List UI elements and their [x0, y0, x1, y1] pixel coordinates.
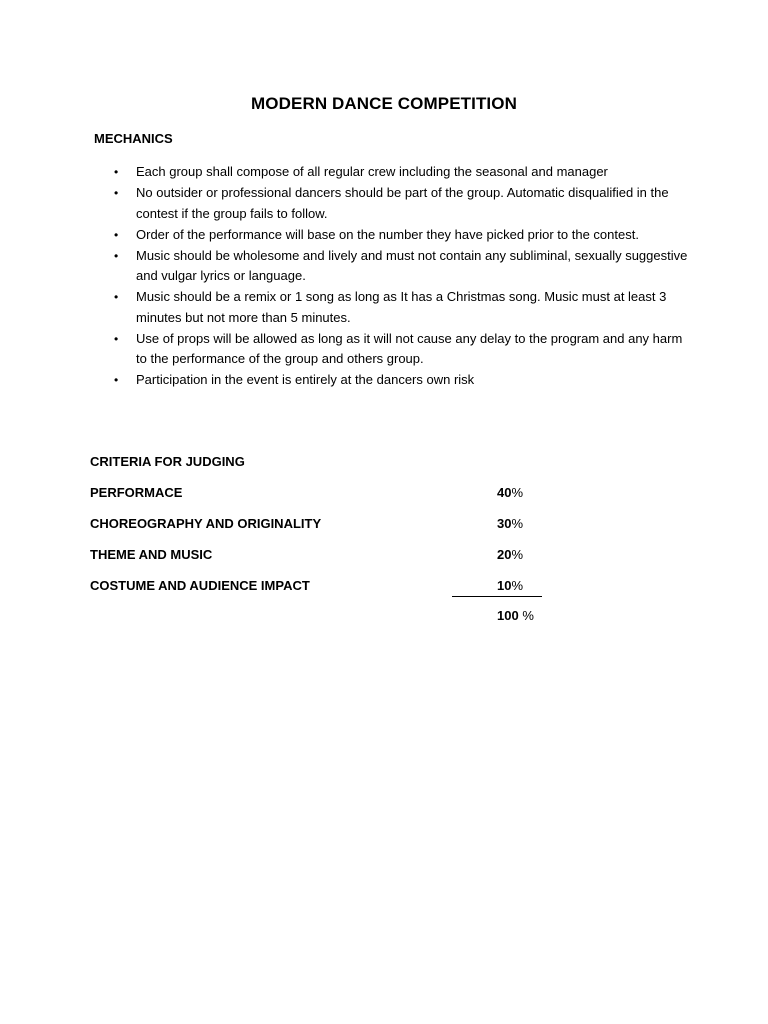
- criteria-value: 40: [497, 485, 512, 500]
- bullet-icon: •: [114, 290, 119, 304]
- bullet-icon: •: [114, 186, 119, 200]
- rule-item: [114, 225, 694, 246]
- criteria-unit: %: [511, 547, 524, 562]
- criteria-name: CHOREOGRAPHY AND ORIGINALITY: [90, 516, 322, 531]
- mechanics-rules-list: [114, 162, 694, 391]
- criteria-percent: [497, 547, 523, 562]
- total-unit: %: [518, 608, 534, 623]
- bullet-icon: •: [114, 373, 119, 387]
- rule-item: [114, 246, 694, 287]
- criteria-total: [497, 608, 534, 623]
- criteria-unit: %: [511, 485, 524, 500]
- criteria-percent: [497, 485, 523, 500]
- criteria-value: 10: [497, 578, 512, 593]
- rule-item: [114, 183, 694, 224]
- criteria-row: [90, 547, 550, 578]
- bullet-icon: •: [114, 331, 119, 346]
- criteria-value: 30: [497, 516, 512, 531]
- mechanics-heading: MECHANICS: [94, 131, 173, 146]
- total-value: 100: [497, 608, 519, 623]
- rule-text: Participation in the event is entirely at the dancers own risk: [136, 372, 475, 387]
- bullet-icon: •: [114, 165, 119, 179]
- rule-text: Each group shall compose of all regular crew including the seasonal and manager: [136, 164, 608, 179]
- sum-underline: [452, 596, 542, 597]
- criteria-name: THEME AND MUSIC: [90, 547, 213, 562]
- rule-text: Music should be a remix or 1 song as long as It has a Christmas song. Music must at least 3 minutes but not more than 5 minutes.: [136, 289, 667, 325]
- criteria-row: [90, 516, 550, 547]
- criteria-row: [90, 485, 550, 516]
- rule-item: [114, 162, 694, 183]
- criteria-table: [90, 485, 550, 609]
- criteria-unit: %: [511, 516, 524, 531]
- rule-item: [114, 287, 694, 328]
- page-title: MODERN DANCE COMPETITION: [251, 94, 517, 113]
- rule-text: Music should be wholesome and lively and must not contain any subliminal, sexually suggestive and vulgar lyrics or language.: [136, 247, 688, 283]
- criteria-value: 20: [497, 547, 512, 562]
- criteria-name: COSTUME AND AUDIENCE IMPACT: [90, 578, 310, 593]
- rule-text: Use of props will be allowed as long as it will not cause any delay to the program and any harm to the performance of the group and others group.: [136, 330, 683, 366]
- bullet-icon: •: [114, 248, 119, 263]
- criteria-name: PERFORMACE: [90, 485, 183, 500]
- criteria-heading: CRITERIA FOR JUDGING: [90, 454, 245, 469]
- rule-item: [114, 329, 694, 370]
- criteria-percent: [497, 578, 523, 593]
- criteria-unit: %: [511, 578, 524, 593]
- rule-item: [114, 370, 694, 391]
- rule-text: Order of the performance will base on the number they have picked prior to the contest.: [136, 226, 639, 242]
- criteria-percent: [497, 516, 523, 531]
- bullet-icon: •: [114, 227, 119, 242]
- rule-text: No outsider or professional dancers should be part of the group. Automatic disqualified in the contest if the group fails to follow.: [136, 185, 669, 221]
- criteria-row: [90, 578, 550, 609]
